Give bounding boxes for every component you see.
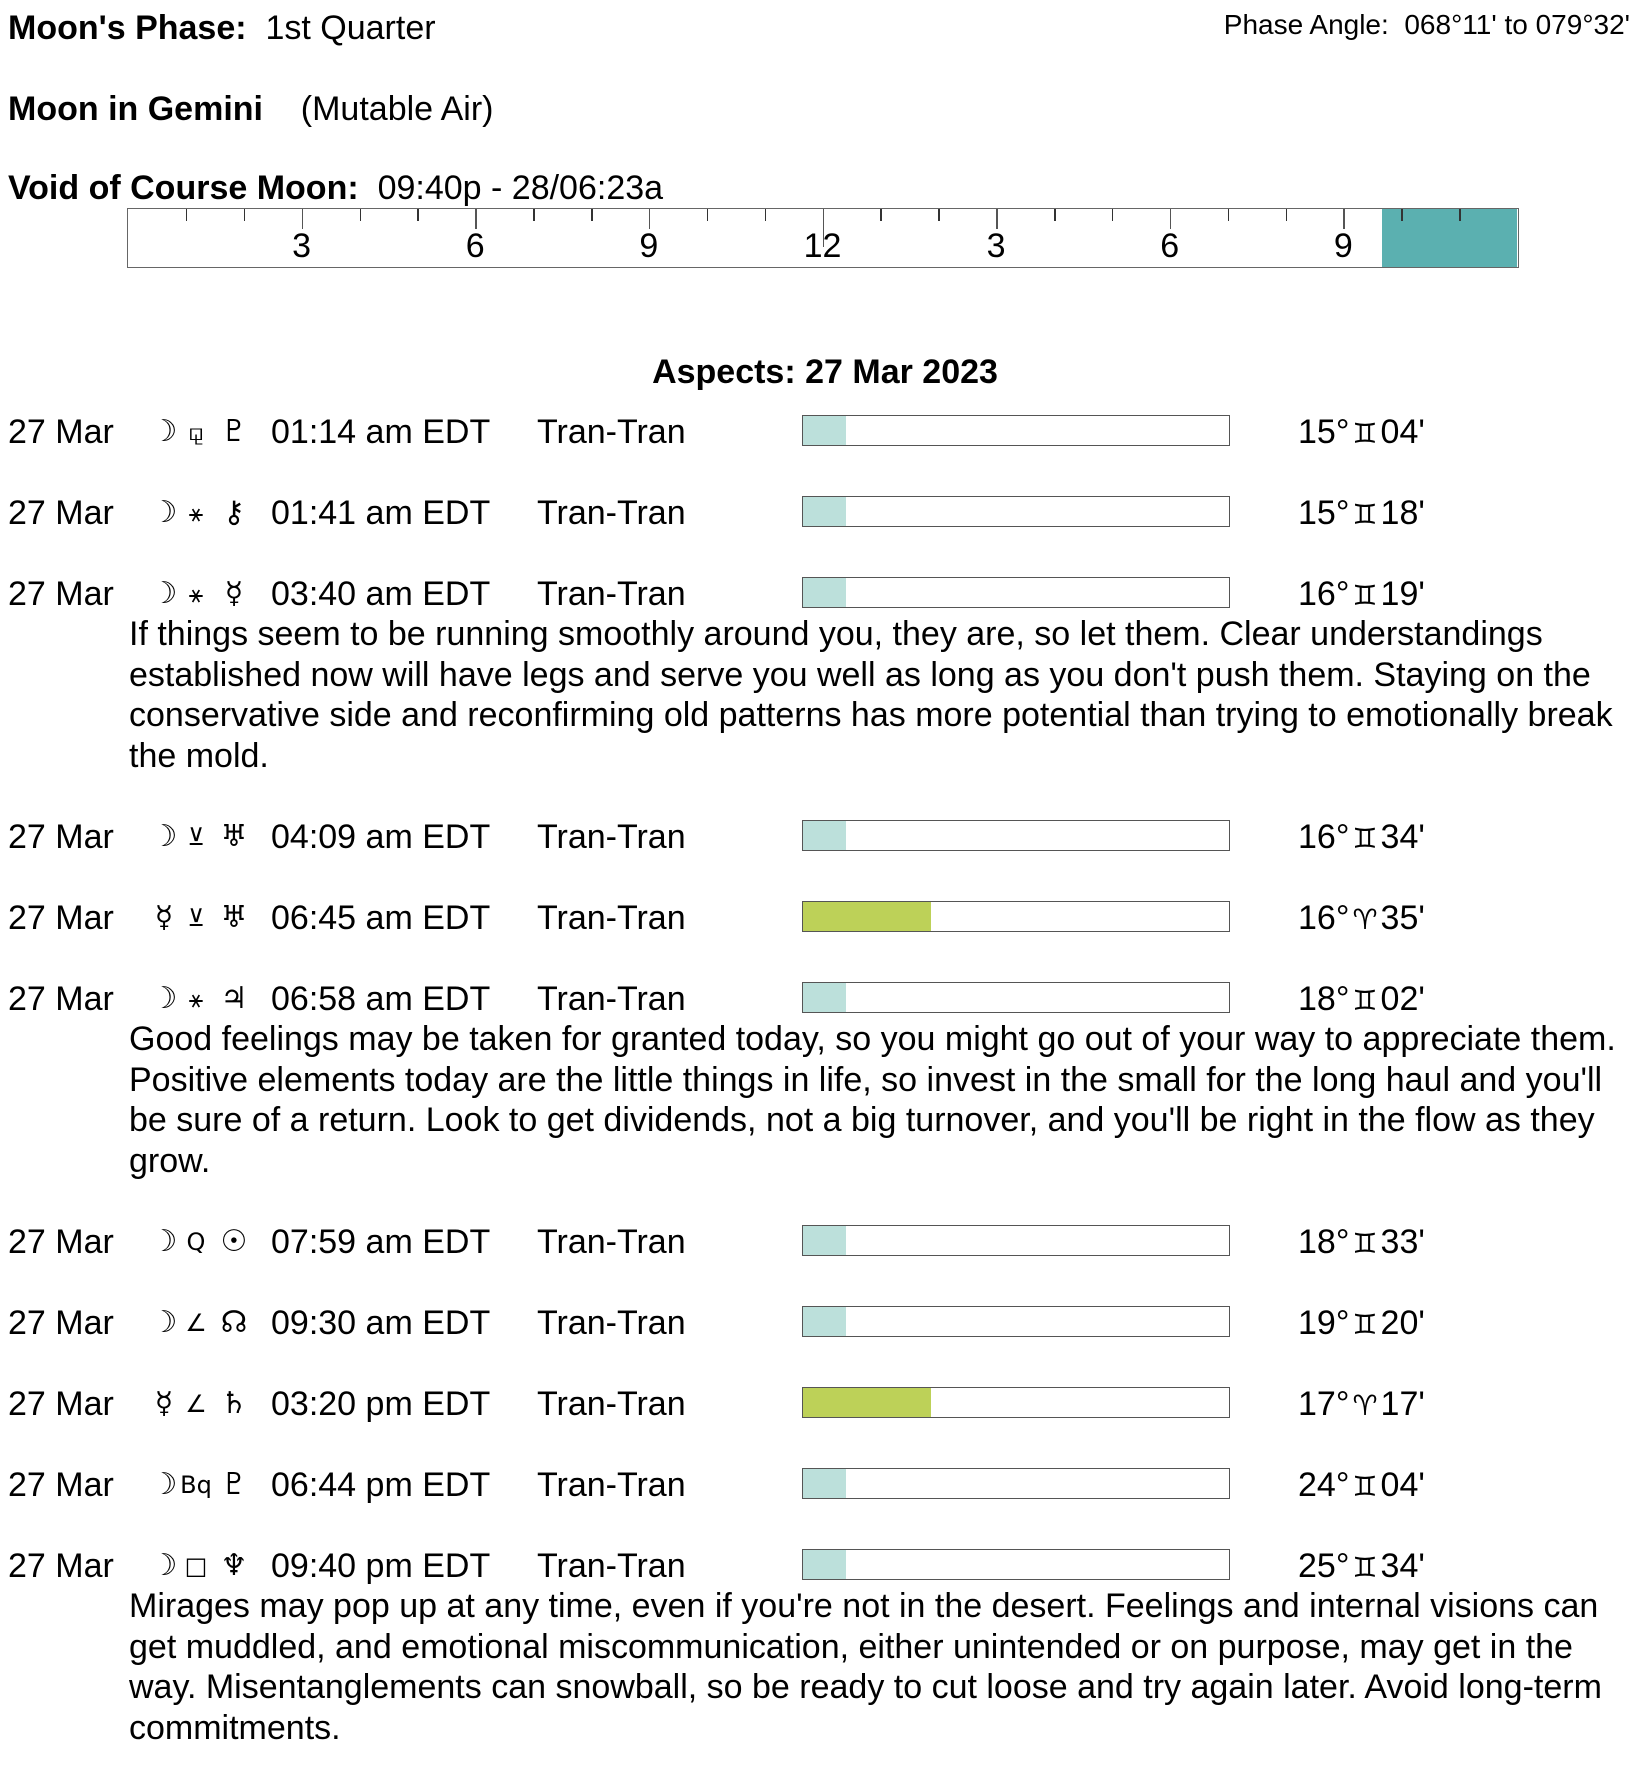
aspect-strength-fill [803, 497, 846, 526]
aspect-date: 27 Mar [8, 1223, 114, 1261]
biquintile-icon: Bq [180, 1471, 212, 1499]
sextile-icon: ⚹ [188, 580, 204, 608]
aspect-description: If things seem to be running smoothly around you, they are, so let them. Clear understandings established now will have legs and serve you well as long as you don't push them. Staying on the conservative side and reconfirming old patterns has more potential than trying to emotionally break the mold. [129, 615, 1613, 775]
aspect-position [1298, 1465, 1425, 1507]
gemini-icon: ♊ [1352, 1308, 1378, 1341]
aspect-strength-fill [803, 1226, 846, 1255]
aspect-type: Tran-Tran [537, 1304, 686, 1342]
aspect-position [1298, 1303, 1425, 1345]
hour-tick [996, 209, 998, 229]
row-spacer [0, 1262, 1650, 1303]
aspect-row [0, 574, 1650, 614]
aspect-date: 27 Mar [8, 1466, 114, 1504]
aspect-time: 06:58 am EDT [271, 980, 491, 1018]
hour-label: 3 [986, 227, 1006, 265]
position-minutes: 04' [1380, 413, 1425, 451]
aries-icon: ♈ [1352, 903, 1378, 936]
gemini-icon: ♊ [1352, 822, 1378, 855]
position-minutes: 34' [1380, 1547, 1425, 1585]
pluto-icon: ♇ [220, 414, 248, 449]
aspect-time: 03:20 pm EDT [271, 1385, 491, 1423]
aspect-time: 01:41 am EDT [271, 494, 491, 532]
aspect-row [0, 1546, 1650, 1586]
uranus-icon: ♅ [220, 819, 248, 854]
aspect-type: Tran-Tran [537, 1547, 686, 1585]
aspect-strength-fill [803, 902, 931, 931]
hour-tick [1401, 209, 1403, 221]
moon-sign [8, 89, 494, 129]
aspect-row [0, 898, 1650, 938]
aspect-strength-bar [802, 1387, 1230, 1418]
position-minutes: 18' [1380, 494, 1425, 532]
aspect-date: 27 Mar [8, 575, 114, 613]
aspect-position [1298, 898, 1425, 940]
row-spacer [0, 857, 1650, 898]
phase-angle-label: Phase Angle: [1223, 9, 1389, 40]
row-spacer [0, 1424, 1650, 1465]
aspect-time: 09:40 pm EDT [271, 1547, 491, 1585]
hour-tick [765, 209, 767, 221]
aspect-date: 27 Mar [8, 1547, 114, 1585]
hour-tick [1459, 209, 1461, 221]
position-degrees: 16° [1298, 575, 1350, 613]
position-minutes: 02' [1380, 980, 1425, 1018]
hour-tick [938, 209, 940, 221]
aspect-date: 27 Mar [8, 494, 114, 532]
neptune-icon: ♆ [220, 1548, 248, 1583]
moon-icon: ☽ [150, 1467, 178, 1502]
aspect-date: 27 Mar [8, 413, 114, 451]
moon-sign-quality: (Mutable Air) [300, 90, 494, 128]
aspect-entry [0, 493, 1650, 574]
jupiter-icon: ♃ [220, 981, 248, 1016]
hour-label: 6 [465, 227, 485, 265]
moon-icon: ☽ [150, 981, 178, 1016]
position-degrees: 18° [1298, 980, 1350, 1018]
moon-icon: ☽ [150, 414, 178, 449]
moon-icon: ☽ [150, 1548, 178, 1583]
aspect-position [1298, 979, 1425, 1021]
position-degrees: 16° [1298, 818, 1350, 856]
semisquare-icon: ∠ [185, 1390, 207, 1418]
position-minutes: 35' [1380, 899, 1425, 937]
aspect-date: 27 Mar [8, 818, 114, 856]
position-degrees: 25° [1298, 1547, 1350, 1585]
sextile-icon: ⚹ [188, 985, 204, 1013]
gemini-icon: ♊ [1352, 579, 1378, 612]
hour-tick [1286, 209, 1288, 221]
aspect-strength-fill [803, 416, 846, 445]
semisextile-icon: ⊻ [187, 904, 205, 932]
aspect-row [0, 1222, 1650, 1262]
aspect-strength-fill [803, 1307, 846, 1336]
aspect-position [1298, 817, 1425, 859]
aspect-time: 04:09 am EDT [271, 818, 491, 856]
position-degrees: 18° [1298, 1223, 1350, 1261]
aspect-time: 03:40 am EDT [271, 575, 491, 613]
aspect-type: Tran-Tran [537, 1223, 686, 1261]
aspect-strength-bar [802, 1306, 1230, 1337]
phase-angle-value: 068°11' to 079°32' [1404, 9, 1630, 40]
aspect-time: 09:30 am EDT [271, 1304, 491, 1342]
position-minutes: 17' [1380, 1385, 1425, 1423]
semisextile-icon: ⊻ [187, 823, 205, 851]
hour-tick [302, 209, 304, 229]
aspect-row [0, 1303, 1650, 1343]
aspect-strength-bar [802, 415, 1230, 446]
aspect-entry [0, 1303, 1650, 1384]
hour-tick [649, 209, 651, 229]
hour-tick [417, 209, 419, 221]
moon-icon: ☽ [150, 1224, 178, 1259]
hour-tick [244, 209, 246, 221]
aspect-time: 06:44 pm EDT [271, 1466, 491, 1504]
hour-label: 3 [292, 227, 312, 265]
aspect-entry [0, 412, 1650, 493]
sesquiquadrate-icon: ⚼ [187, 418, 205, 446]
position-degrees: 16° [1298, 899, 1350, 937]
pluto-icon: ♇ [220, 1467, 248, 1502]
aspect-description: Mirages may pop up at any time, even if you're not in the desert. Feelings and internal visions can get muddled, and emotional miscommunication, either unintended or on purpose, may get in the way. Misentanglements can snowball, so be ready to cut loose and try again later. Avoid long-term commitments. [129, 1587, 1602, 1747]
position-minutes: 33' [1380, 1223, 1425, 1261]
aspect-date: 27 Mar [8, 899, 114, 937]
aspect-strength-fill [803, 1388, 931, 1417]
gemini-icon: ♊ [1352, 984, 1378, 1017]
aspect-position [1298, 1384, 1425, 1426]
aspect-strength-fill [803, 1550, 846, 1579]
sextile-icon: ⚹ [188, 499, 204, 527]
uranus-icon: ♅ [220, 900, 248, 935]
moon-icon: ☽ [150, 1305, 178, 1340]
aspect-type: Tran-Tran [537, 1385, 686, 1423]
aspect-position [1298, 412, 1425, 454]
aspect-strength-bar [802, 982, 1230, 1013]
position-minutes: 20' [1380, 1304, 1425, 1342]
moon-icon: ☽ [150, 819, 178, 854]
position-degrees: 17° [1298, 1385, 1350, 1423]
hour-tick [533, 209, 535, 221]
hour-tick [1112, 209, 1114, 221]
aspect-time: 06:45 am EDT [271, 899, 491, 937]
void-of-course-label: Void of Course Moon: [8, 169, 359, 207]
hour-tick [591, 209, 593, 221]
sun-icon: ☉ [220, 1224, 248, 1259]
aspect-type: Tran-Tran [537, 575, 686, 613]
aspect-strength-bar [802, 496, 1230, 527]
position-degrees: 15° [1298, 413, 1350, 451]
aspect-entry [0, 1465, 1650, 1546]
aspect-type: Tran-Tran [537, 413, 686, 451]
hour-tick [880, 209, 882, 221]
aspect-type: Tran-Tran [537, 980, 686, 1018]
aspect-date: 27 Mar [8, 1304, 114, 1342]
gemini-icon: ♊ [1352, 1227, 1378, 1260]
aspect-strength-bar [802, 1549, 1230, 1580]
gemini-icon: ♊ [1352, 1470, 1378, 1503]
aspect-position [1298, 1222, 1425, 1264]
gemini-icon: ♊ [1352, 1551, 1378, 1584]
aspect-strength-fill [803, 821, 846, 850]
aspect-entry [0, 898, 1650, 979]
square-icon: □ [184, 1552, 208, 1580]
aspect-position [1298, 574, 1425, 616]
hour-tick [475, 209, 477, 229]
hour-tick [1343, 209, 1345, 229]
mercury-icon: ☿ [154, 900, 174, 935]
row-spacer [0, 533, 1650, 574]
hour-label: 9 [639, 227, 659, 265]
aries-icon: ♈ [1352, 1389, 1378, 1422]
aspect-entry [0, 1546, 1650, 1789]
position-minutes: 34' [1380, 818, 1425, 856]
aspect-row [0, 817, 1650, 857]
aspect-row [0, 493, 1650, 533]
void-of-course-timeline [127, 208, 1519, 268]
aspect-strength-fill [803, 983, 846, 1012]
hour-tick [1170, 209, 1172, 229]
aspect-position [1298, 1546, 1425, 1588]
aspect-strength-fill [803, 1469, 846, 1498]
chiron-icon: ⚷ [223, 495, 245, 530]
moon-icon: ☽ [150, 495, 178, 530]
void-of-course [8, 168, 663, 208]
hour-tick [1228, 209, 1230, 221]
hour-tick [707, 209, 709, 221]
aspect-entry [0, 1384, 1650, 1465]
position-degrees: 24° [1298, 1466, 1350, 1504]
aspect-time: 07:59 am EDT [271, 1223, 491, 1261]
hour-tick [1054, 209, 1056, 221]
saturn-icon: ♄ [220, 1386, 248, 1421]
moon-phase-label: Moon's Phase: [8, 9, 247, 47]
quintile-icon: Q [186, 1228, 206, 1256]
row-spacer [0, 1343, 1650, 1384]
mercury-icon: ☿ [224, 576, 244, 611]
gemini-icon: ♊ [1352, 498, 1378, 531]
aspect-strength-bar [802, 577, 1230, 608]
north-node-icon: ☊ [220, 1305, 248, 1340]
aspect-type: Tran-Tran [537, 1466, 686, 1504]
void-of-course-value: 09:40p - 28/06:23a [377, 169, 664, 207]
gemini-icon: ♊ [1352, 417, 1378, 450]
hour-tick [186, 209, 188, 221]
aspect-type: Tran-Tran [537, 899, 686, 937]
aspect-entry [0, 979, 1650, 1222]
aspect-time: 01:14 am EDT [271, 413, 491, 451]
aspects-title: Aspects: 27 Mar 2023 [652, 353, 998, 391]
phase-angle [1224, 8, 1630, 42]
aspect-date: 27 Mar [8, 980, 114, 1018]
aspect-row [0, 979, 1650, 1019]
moon-phase-value: 1st Quarter [265, 9, 436, 47]
position-minutes: 04' [1380, 1466, 1425, 1504]
aspect-strength-bar [802, 1468, 1230, 1499]
aspect-row [0, 1384, 1650, 1424]
moon-sign-label: Moon in Gemini [8, 90, 263, 128]
aspect-strength-bar [802, 901, 1230, 932]
position-degrees: 19° [1298, 1304, 1350, 1342]
aspect-list [0, 412, 1650, 1789]
aspect-strength-bar [802, 1225, 1230, 1256]
position-degrees: 15° [1298, 494, 1350, 532]
aspect-position [1298, 493, 1425, 535]
semisquare-icon: ∠ [185, 1309, 207, 1337]
row-spacer [0, 1505, 1650, 1546]
hour-label: 12 [803, 227, 842, 265]
hour-label: 6 [1160, 227, 1180, 265]
moon-phase [8, 8, 436, 48]
hour-tick [360, 209, 362, 221]
aspect-description: Good feelings may be taken for granted today, so you might go out of your way to appreciate them. Positive elements today are the little things in life, so invest in the small for the long haul and you'll be sure of a return. Look to get dividends, not a big turnover, and you'll be right in the flow as they grow. [129, 1020, 1616, 1180]
aspect-strength-fill [803, 578, 846, 607]
row-spacer [0, 452, 1650, 493]
aspect-row [0, 412, 1650, 452]
aspect-type: Tran-Tran [537, 818, 686, 856]
aspect-row [0, 1465, 1650, 1505]
position-minutes: 19' [1380, 575, 1425, 613]
mercury-icon: ☿ [154, 1386, 174, 1421]
aspect-strength-bar [802, 820, 1230, 851]
aspect-type: Tran-Tran [537, 494, 686, 532]
aspect-entry [0, 574, 1650, 817]
row-spacer [0, 938, 1650, 979]
moon-icon: ☽ [150, 576, 178, 611]
hour-label: 9 [1333, 227, 1353, 265]
aspect-entry [0, 1222, 1650, 1303]
aspect-entry [0, 817, 1650, 898]
aspect-date: 27 Mar [8, 1385, 114, 1423]
